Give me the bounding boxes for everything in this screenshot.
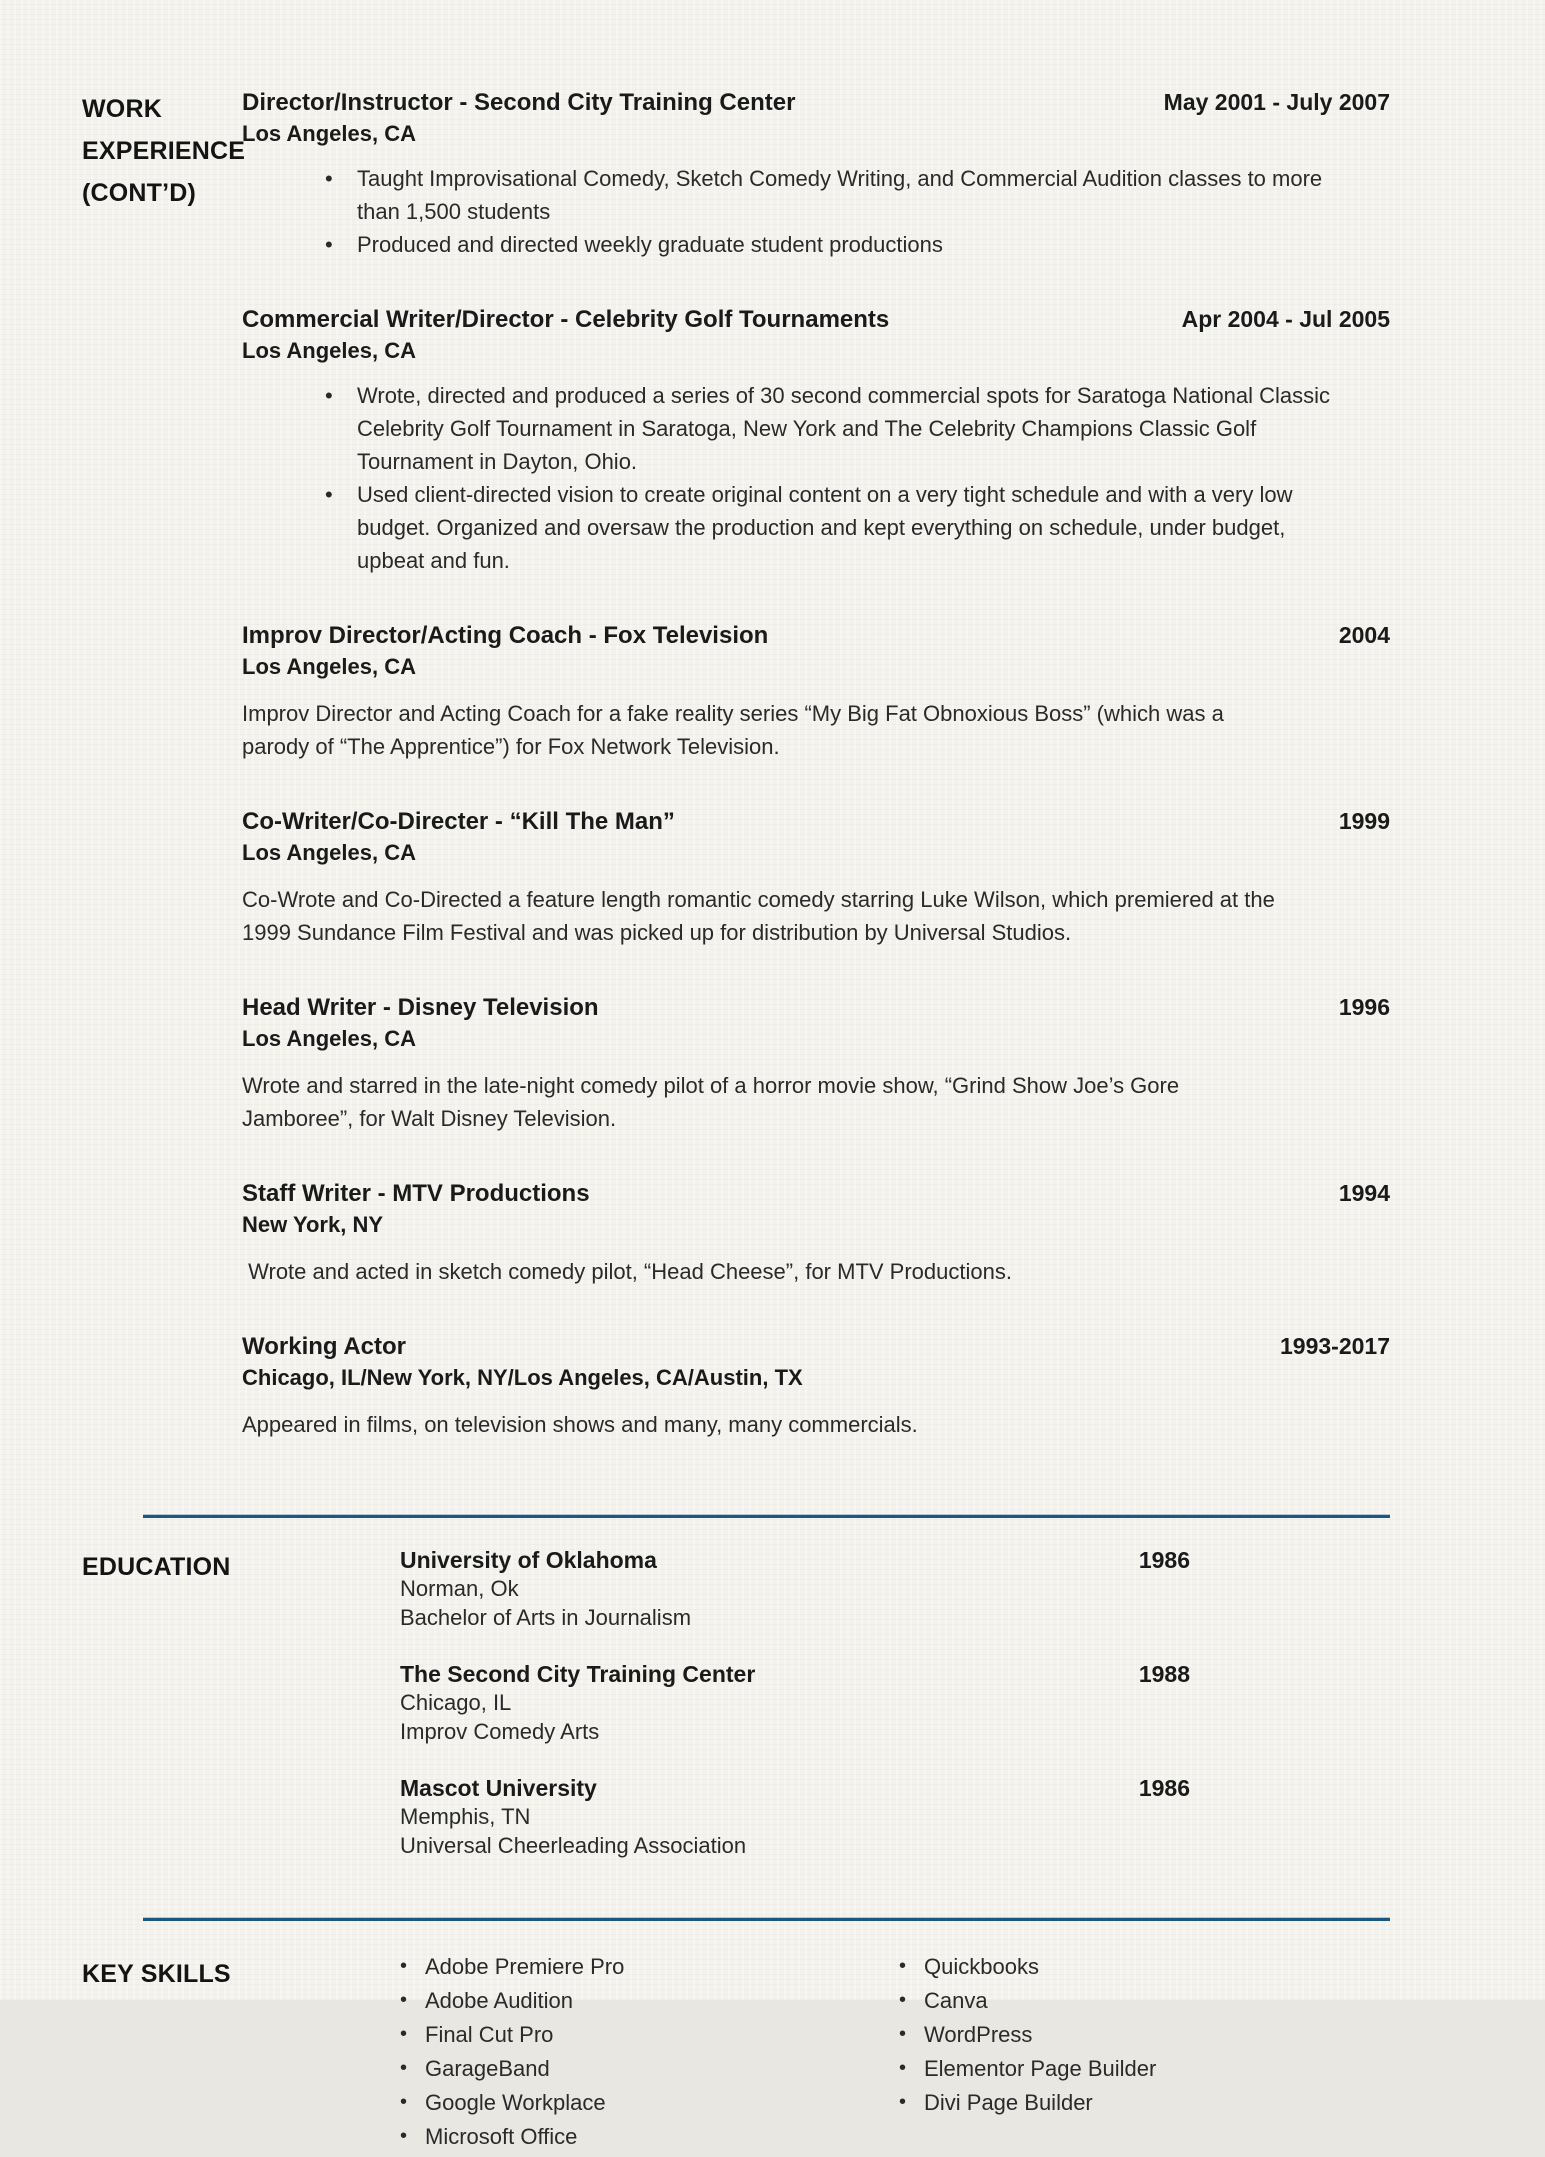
- job-date: 1994: [1338, 1180, 1390, 1206]
- job-location: Chicago, IL/New York, NY/Los Angeles, CA/Austin, TX: [242, 1365, 803, 1390]
- education-degree: Bachelor of Arts in Journalism: [400, 1605, 692, 1630]
- education-header: [400, 1546, 1190, 1574]
- education-date: 1986: [1138, 1547, 1190, 1573]
- job-date: Apr 2004 - Jul 2005: [1181, 306, 1390, 332]
- job-date: 1999: [1338, 808, 1390, 834]
- job-location: New York, NY: [242, 1212, 384, 1237]
- job-bullet-list: [242, 379, 1390, 577]
- work-experience-section: [0, 88, 1545, 1485]
- education-date: 1986: [1138, 1775, 1190, 1801]
- job-header: [242, 621, 1390, 651]
- education-entry-mascot: [400, 1774, 1190, 1860]
- education-header: [400, 1774, 1190, 1802]
- job-title: Staff Writer - MTV Productions: [242, 1180, 590, 1207]
- job-title: Co-Writer/Co-Directer - “Kill The Man”: [242, 808, 675, 835]
- heading-line-experience: EXPERIENCE: [82, 137, 246, 165]
- skill-item: • Google Workplace: [400, 2089, 899, 2116]
- job-title: Working Actor: [242, 1333, 407, 1360]
- skill-item: • Microsoft Office: [400, 2123, 899, 2150]
- job-header: [242, 1179, 1390, 1209]
- job-location: Los Angeles, CA: [242, 121, 416, 146]
- education-label-column: [0, 1546, 242, 1588]
- skills-column-2: [899, 1953, 1156, 2157]
- job-date: May 2001 - July 2007: [1163, 89, 1390, 115]
- skill-item: • Canva: [899, 1987, 1156, 2014]
- job-location: Los Angeles, CA: [242, 1026, 416, 1051]
- job-entry-fox-television: [242, 621, 1390, 763]
- education-heading: EDUCATION: [82, 1553, 231, 1581]
- job-entry-kill-the-man: [242, 807, 1390, 949]
- job-entry-working-actor: [242, 1332, 1390, 1441]
- job-bullet: • Used client-directed vision to create original content on a very tight schedule and with a very low budget. Organized and oversaw the production and kept everything on schedule, under budget, upbeat and fun.: [242, 478, 1390, 577]
- work-experience-heading: [82, 88, 246, 214]
- education-degree: Universal Cheerleading Association: [400, 1833, 747, 1858]
- education-section: [0, 1546, 1545, 1888]
- heading-line-work: WORK: [82, 95, 162, 123]
- education-date: 1988: [1138, 1661, 1190, 1687]
- work-experience-label-column: [0, 88, 246, 214]
- education-school: University of Oklahoma: [400, 1547, 657, 1573]
- job-description: Co-Wrote and Co-Directed a feature length romantic comedy starring Luke Wilson, which premiered at the 1999 Sundance Film Festival and was picked up for distribution by Universal Studios.: [242, 887, 1281, 945]
- skill-item: • WordPress: [899, 2021, 1156, 2048]
- job-header: [242, 993, 1390, 1023]
- education-school: The Second City Training Center: [400, 1661, 756, 1687]
- skill-item: • Quickbooks: [899, 1953, 1156, 1980]
- job-title: Commercial Writer/Director - Celebrity Golf Tournaments: [242, 306, 890, 333]
- key-skills-content: [242, 1953, 1390, 2157]
- section-divider: [143, 1918, 1390, 1921]
- job-description: Appeared in films, on television shows and many, many commercials.: [242, 1412, 918, 1437]
- education-degree: Improv Comedy Arts: [400, 1719, 600, 1744]
- job-entry-disney-television: [242, 993, 1390, 1135]
- education-school: Mascot University: [400, 1775, 597, 1801]
- job-header: [242, 88, 1390, 118]
- job-date: 1993-2017: [1280, 1333, 1390, 1359]
- job-entry-second-city: [242, 88, 1390, 261]
- skills-column-1: [400, 1953, 899, 2157]
- skill-item: • GarageBand: [400, 2055, 899, 2082]
- skill-item: • Adobe Premiere Pro: [400, 1953, 899, 1980]
- job-header: [242, 807, 1390, 837]
- education-location: Norman, Ok: [400, 1576, 519, 1601]
- job-location: Los Angeles, CA: [242, 654, 416, 679]
- key-skills-label-column: [0, 1953, 242, 1995]
- job-date: 2004: [1338, 622, 1390, 648]
- job-title: Improv Director/Acting Coach - Fox Television: [242, 622, 769, 649]
- job-description: Improv Director and Acting Coach for a fake reality series “My Big Fat Obnoxious Boss” (which was a parody of “The Apprentice”) for Fox Network Television.: [242, 701, 1230, 759]
- job-bullet: • Taught Improvisational Comedy, Sketch Comedy Writing, and Commercial Audition classes to more than 1,500 students: [242, 162, 1390, 228]
- job-entry-celebrity-golf: [242, 305, 1390, 577]
- job-location: Los Angeles, CA: [242, 338, 416, 363]
- key-skills-heading: KEY SKILLS: [82, 1960, 231, 1988]
- work-experience-content: [242, 88, 1390, 1485]
- key-skills-section: [0, 1953, 1545, 2157]
- job-bullet: • Wrote, directed and produced a series of 30 second commercial spots for Saratoga National Classic Celebrity Golf Tournament in Saratoga, New York and The Celebrity Champions Classic Golf Tournament in Dayton, Ohio.: [242, 379, 1390, 478]
- skill-item: • Final Cut Pro: [400, 2021, 899, 2048]
- education-location: Memphis, TN: [400, 1804, 531, 1829]
- education-content: [242, 1546, 1390, 1888]
- education-header: [400, 1660, 1190, 1688]
- section-divider: [143, 1515, 1390, 1518]
- job-date: 1996: [1338, 994, 1390, 1020]
- job-description: Wrote and starred in the late-night comedy pilot of a horror movie show, “Grind Show Joe’s Gore Jamboree”, for Walt Disney Television.: [242, 1073, 1186, 1131]
- job-title: Director/Instructor - Second City Training Center: [242, 89, 796, 116]
- job-location: Los Angeles, CA: [242, 840, 416, 865]
- education-entry-oklahoma: [400, 1546, 1190, 1632]
- job-entry-mtv-productions: [242, 1179, 1390, 1288]
- job-header: [242, 305, 1390, 335]
- job-bullet: • Produced and directed weekly graduate student productions: [242, 228, 1390, 261]
- job-header: [242, 1332, 1390, 1362]
- heading-line-contd: (CONT’D): [82, 179, 197, 207]
- skill-item: • Elementor Page Builder: [899, 2055, 1156, 2082]
- education-location: Chicago, IL: [400, 1690, 512, 1715]
- job-description: Wrote and acted in sketch comedy pilot, “Head Cheese”, for MTV Productions.: [242, 1259, 1012, 1284]
- skill-item: • Divi Page Builder: [899, 2089, 1156, 2116]
- job-title: Head Writer - Disney Television: [242, 994, 599, 1021]
- job-bullet-list: [242, 162, 1390, 261]
- education-entry-second-city: [400, 1660, 1190, 1746]
- skill-item: • Adobe Audition: [400, 1987, 899, 2014]
